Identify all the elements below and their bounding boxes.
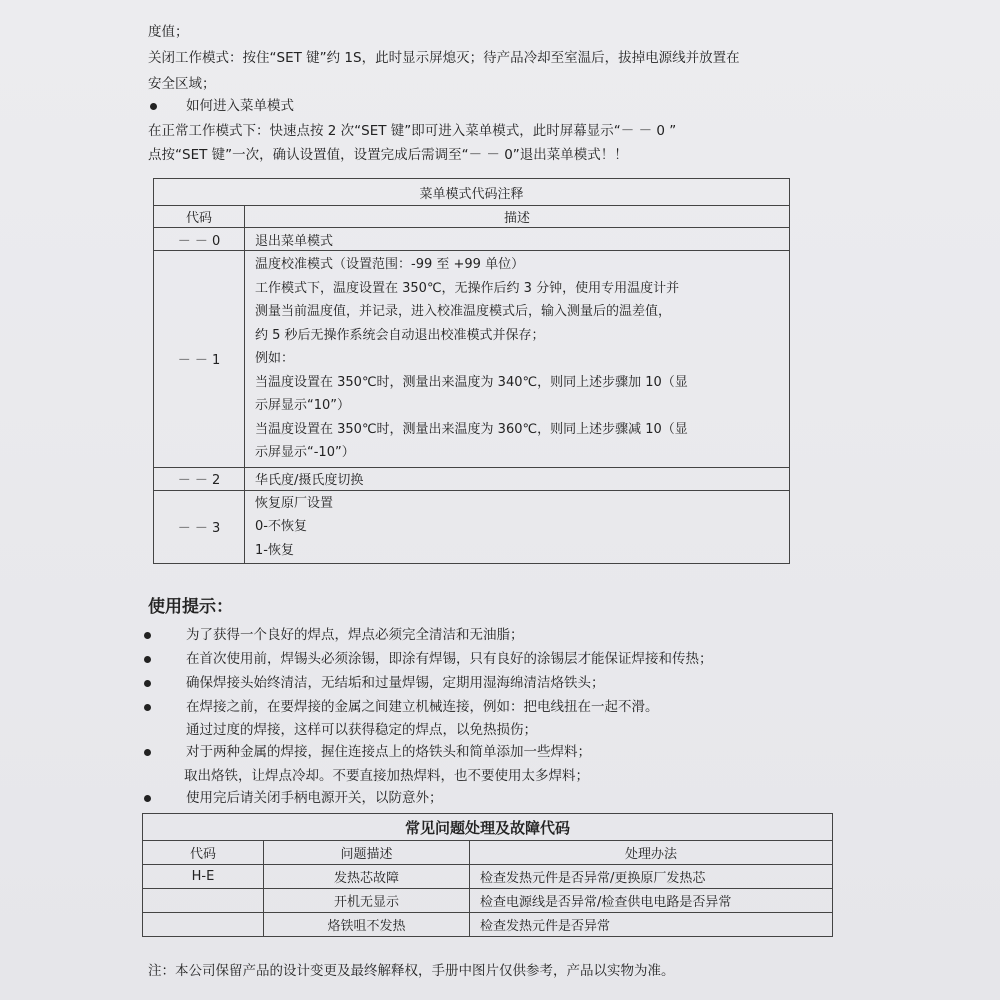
menu-header-desc: 描述 [245, 206, 790, 228]
tip-item: 对于两种金属的焊接，握住连接点上的烙铁头和简单添加一些焊料； [186, 744, 591, 760]
table-row [143, 913, 833, 937]
bullet-icon [150, 103, 157, 110]
menu-table-caption: 菜单模式代码注释 [154, 179, 790, 206]
table-row [143, 865, 833, 889]
intro-line-6: 点按“SET 键”一次，确认设置值，设置完成后需调至“－ － 0”退出菜单模式！！ [148, 147, 628, 163]
fault-code [143, 889, 264, 913]
fault-header-solution: 处理办法 [470, 841, 833, 865]
menu-desc-line: 示屏显示“10”） [255, 398, 351, 413]
tip-item: 在焊接之前，在要焊接的金属之间建立机械连接，例如：把电线扭在一起不滑。 [186, 699, 659, 715]
menu-code: － － 2 [154, 467, 245, 490]
menu-desc-line: 0-不恢复 [255, 519, 307, 534]
tip-item: 使用完后请关闭手柄电源开关，以防意外； [186, 790, 443, 806]
bullet-icon [144, 704, 151, 711]
tip-item: 在首次使用前，焊锡头必须涂锡，即涂有焊锡，只有良好的涂锡层才能保证焊接和传热； [186, 651, 713, 667]
tip-item: 确保焊接头始终清洁，无结垢和过量焊锡，定期用湿海绵清洁烙铁头； [186, 675, 605, 691]
intro-line-2: 关闭工作模式：按住“SET 键”约 1S，此时显示屏熄灭；待产品冷却至室温后，拔掉电源线并放置在 [148, 50, 740, 66]
bullet-icon [144, 656, 151, 663]
bullet-icon [144, 795, 151, 802]
menu-desc [245, 251, 790, 468]
intro-line-3: 安全区域； [148, 76, 216, 92]
fault-issue: 开机无显示 [264, 889, 470, 913]
menu-desc-line: 恢复原厂设置 [255, 495, 334, 511]
fault-solution: 检查电源线是否异常/检查供电电路是否异常 [470, 889, 833, 913]
table-row [154, 228, 790, 251]
fault-solution: 检查发热元件是否异常/更换原厂发热芯 [470, 865, 833, 889]
menu-desc-line: 测量当前温度值，并记录，进入校准温度模式后，输入测量后的温差值， [255, 304, 672, 319]
fault-header-issue: 问题描述 [264, 841, 470, 865]
menu-desc-line: 1-恢复 [255, 542, 294, 558]
menu-desc-line: 例如： [255, 351, 295, 366]
fault-issue: 发热芯故障 [264, 865, 470, 889]
menu-desc: 退出菜单模式 [245, 228, 790, 251]
footer-note: 注：本公司保留产品的设计变更及最终解释权，手册中图片仅供参考，产品以实物为准。 [148, 963, 675, 979]
menu-desc-line: 工作模式下，温度设置在 350℃，无操作后约 3 分钟，使用专用温度计并 [255, 280, 680, 296]
intro-line-1: 度值； [148, 24, 189, 40]
menu-desc-line: 示屏显示“-10”） [255, 445, 355, 460]
menu-code: － － 1 [154, 251, 245, 468]
menu-desc: 华氏度/摄氏度切换 [245, 467, 790, 490]
menu-desc [245, 490, 790, 564]
fault-table-caption: 常见问题处理及故障代码 [143, 814, 833, 841]
menu-desc-line: 约 5 秒后无操作系统会自动退出校准模式并保存； [255, 327, 545, 343]
bullet-icon [144, 749, 151, 756]
menu-header-code: 代码 [154, 206, 245, 228]
fault-code [143, 913, 264, 937]
tip-item: 为了获得一个良好的焊点，焊点必须完全清洁和无油脂； [186, 627, 524, 643]
menu-desc-line: 当温度设置在 350℃时，测量出来温度为 360℃，则同上述步骤减 10（显 [255, 421, 688, 437]
fault-solution: 检查发热元件是否异常 [470, 913, 833, 937]
fault-issue: 烙铁咀不发热 [264, 913, 470, 937]
menu-desc-line: 温度校准模式（设置范围：-99 至 +99 单位） [255, 257, 525, 272]
menu-code: － － 0 [154, 228, 245, 251]
fault-code-table [142, 813, 833, 937]
menu-code: － － 3 [154, 490, 245, 564]
tips-title: 使用提示： [148, 597, 233, 617]
table-row [154, 490, 790, 564]
table-row [154, 251, 790, 468]
fault-code: H-E [143, 865, 264, 889]
table-row [154, 467, 790, 490]
menu-desc-line: 当温度设置在 350℃时，测量出来温度为 340℃，则同上述步骤加 10（显 [255, 374, 688, 390]
fault-header-code: 代码 [143, 841, 264, 865]
menu-mode-title: 如何进入菜单模式 [186, 98, 294, 114]
tip-continuation: 取出烙铁，让焊点冷却。不要直接加热焊料，也不要使用太多焊料； [184, 768, 589, 784]
menu-code-table [153, 178, 790, 564]
tip-continuation: 通过过度的焊接，这样可以获得稳定的焊点，以免热损伤； [186, 722, 537, 738]
intro-line-5: 在正常工作模式下：快速点按 2 次“SET 键”即可进入菜单模式，此时屏幕显示“－ － 0 ” [148, 123, 677, 139]
bullet-icon [144, 632, 151, 639]
bullet-icon [144, 680, 151, 687]
table-row [143, 889, 833, 913]
